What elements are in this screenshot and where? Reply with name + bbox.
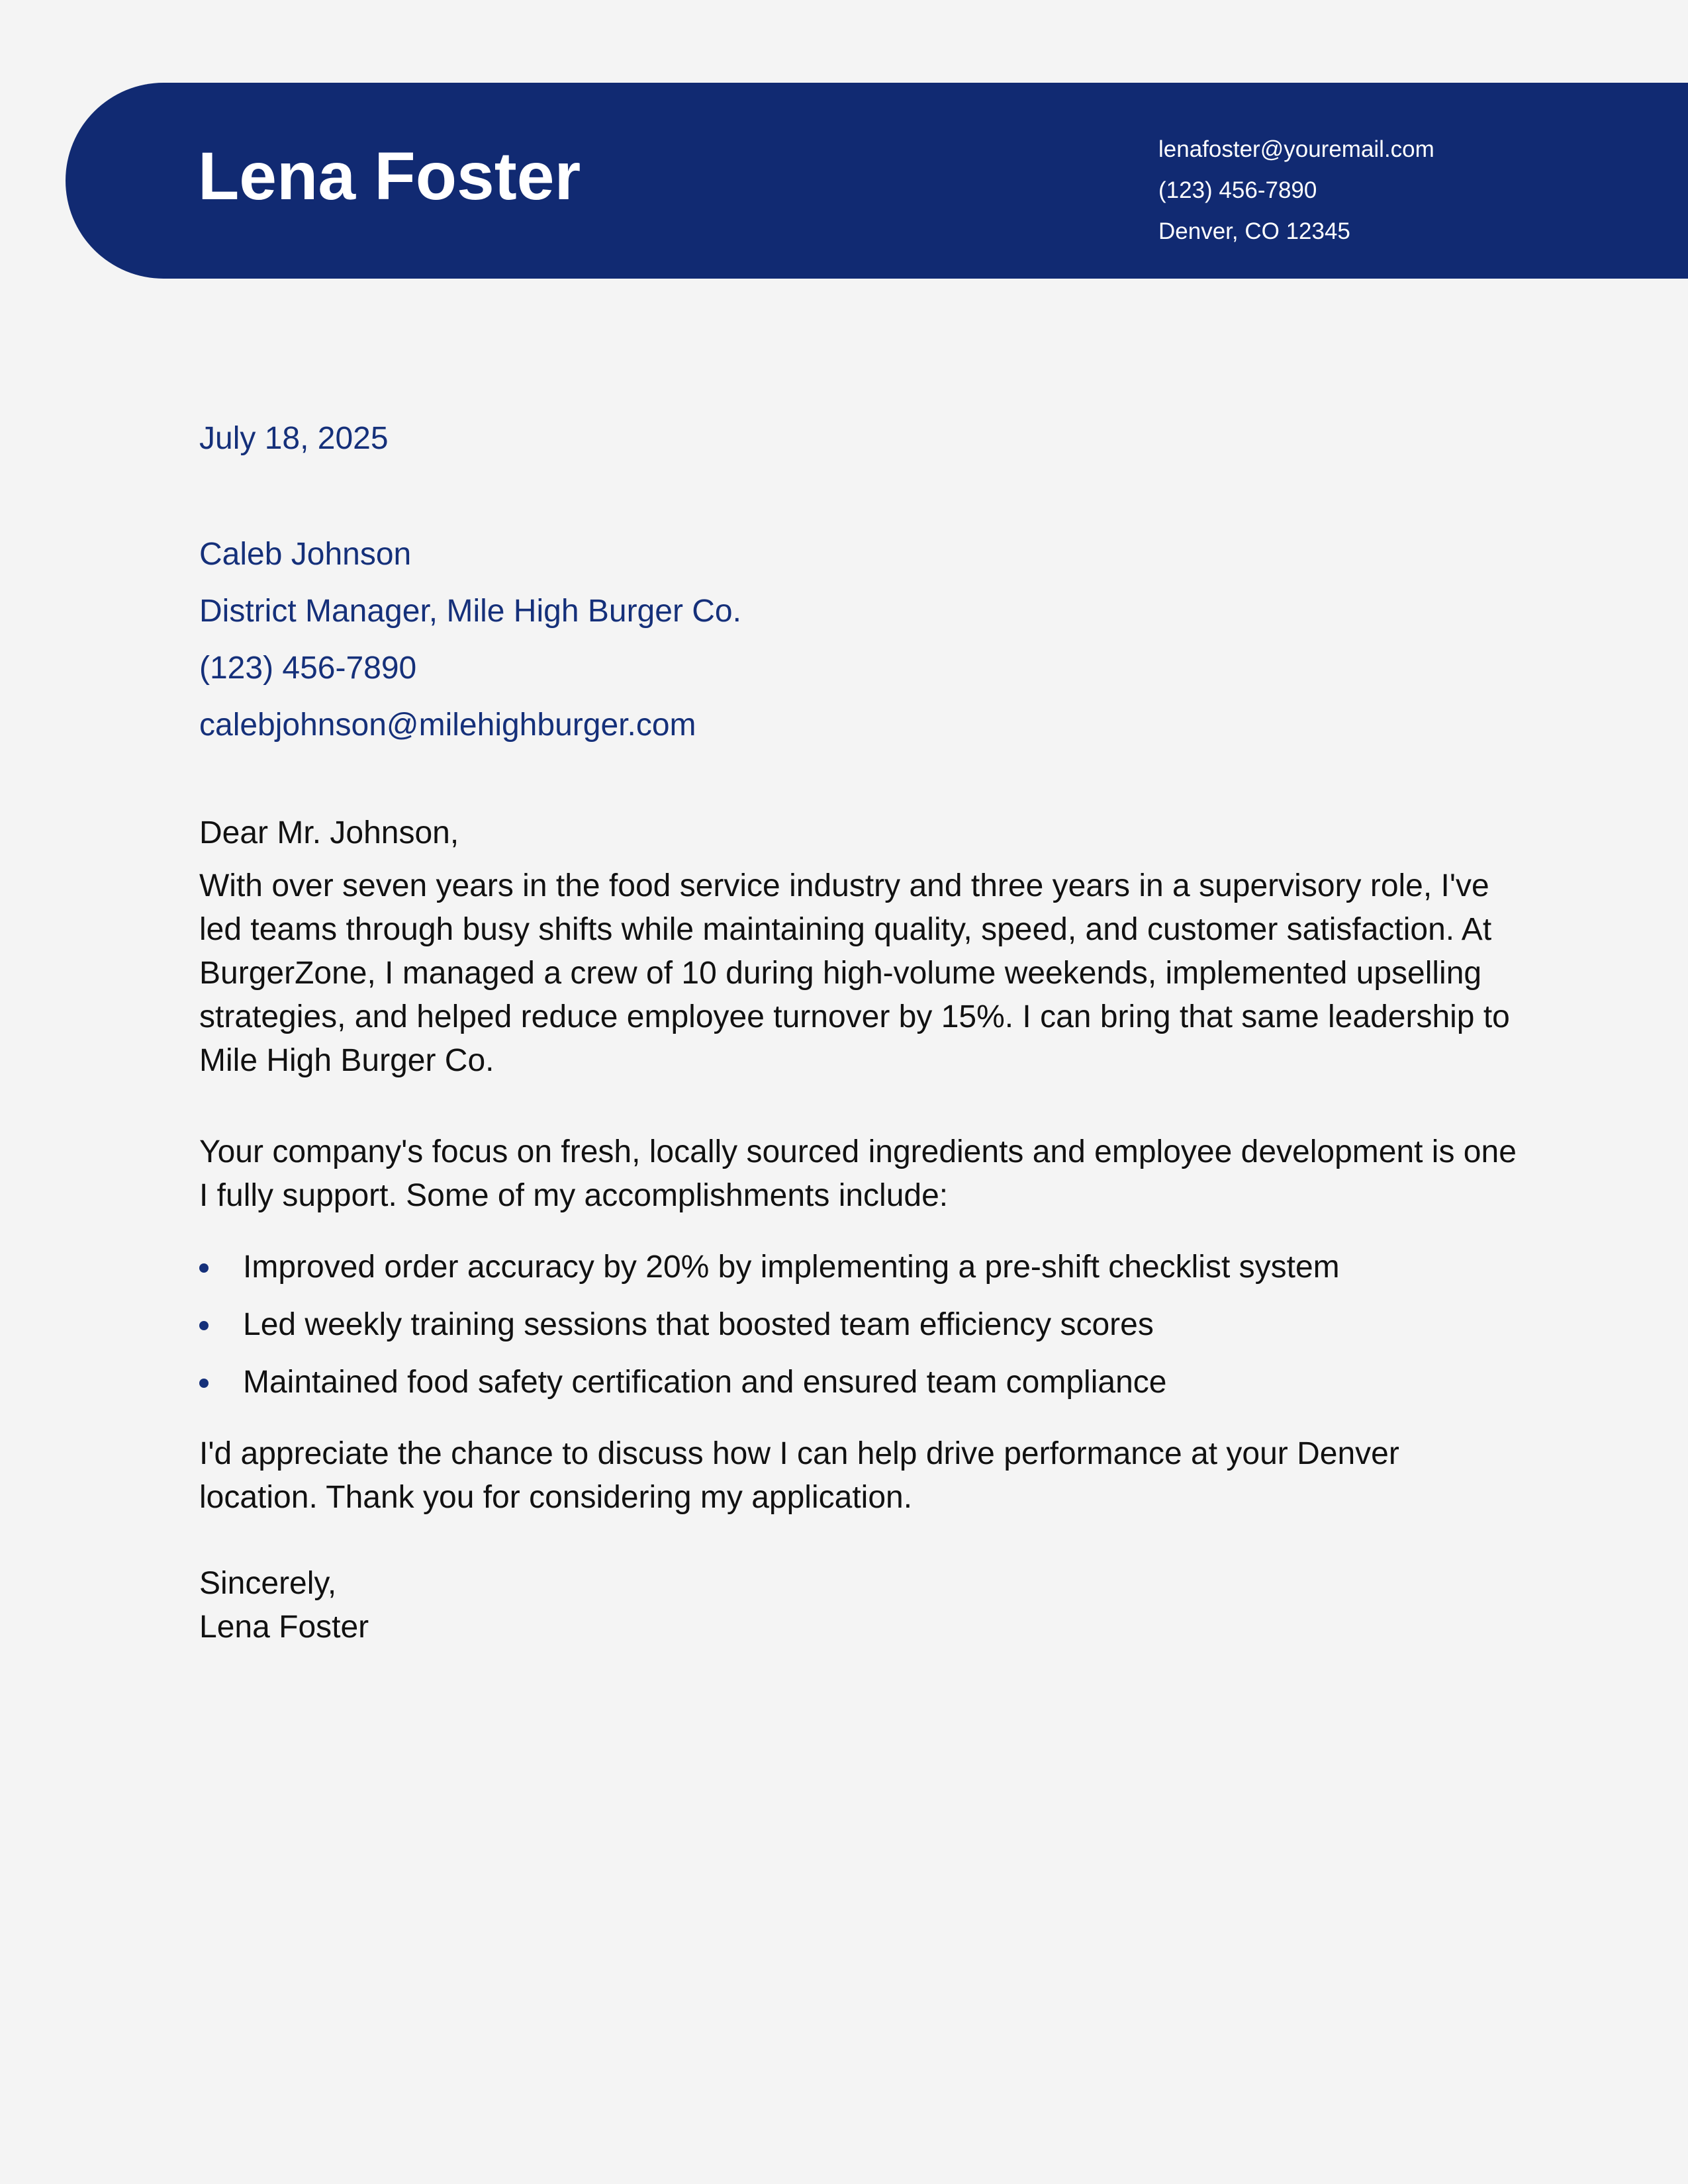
list-item (199, 1302, 1340, 1359)
recipient-phone: (123) 456-7890 (199, 651, 417, 686)
sender-location: Denver, CO 12345 (1158, 218, 1350, 244)
closing-phrase: Sincerely, (199, 1566, 337, 1601)
sender-contact (1158, 129, 1434, 252)
sender-name: Lena Foster (198, 138, 581, 214)
sender-phone: (123) 456-7890 (1158, 177, 1317, 203)
recipient-block (199, 526, 741, 754)
paragraph-company-focus: Your company's focus on fresh, locally sourced ingredients and employee development is one I fully support. Some of my accomplishments include: (199, 1134, 1517, 1213)
recipient-email: calebjohnson@milehighburger.com (199, 707, 696, 743)
list-item (199, 1244, 1340, 1302)
accomplishments-list (199, 1244, 1340, 1417)
bullet-icon (199, 1379, 209, 1388)
bullet-icon (199, 1321, 209, 1330)
letter-date: July 18, 2025 (199, 421, 389, 456)
sender-email: lenafoster@youremail.com (1158, 136, 1434, 162)
list-item (199, 1359, 1340, 1417)
accomplishment-text: Maintained food safety certification and ensured team compliance (243, 1365, 1167, 1400)
paragraph-intro: With over seven years in the food service industry and three years in a supervisory role, I've led teams through busy shifts while maintaining quality, speed, and customer satisfaction. At BurgerZone, I managed a crew of 10 during high-volume weekends, implemented upselling strategies, and helped reduce employee turnover by 15%. I can bring that same leadership to Mile High Burger Co. (199, 868, 1510, 1078)
bullet-icon (199, 1263, 209, 1273)
salutation: Dear Mr. Johnson, (199, 815, 459, 850)
header-band (66, 83, 1688, 279)
recipient-title: District Manager, Mile High Burger Co. (199, 594, 741, 629)
accomplishment-text: Led weekly training sessions that boosted team efficiency scores (243, 1307, 1154, 1342)
recipient-name: Caleb Johnson (199, 537, 412, 572)
accomplishment-text: Improved order accuracy by 20% by implementing a pre-shift checklist system (243, 1250, 1340, 1285)
signature-name: Lena Foster (199, 1610, 369, 1645)
sign-off (199, 1562, 1523, 1649)
paragraph-closing: I'd appreciate the chance to discuss how I can help drive performance at your Denver location. Thank you for considering my application. (199, 1436, 1399, 1515)
